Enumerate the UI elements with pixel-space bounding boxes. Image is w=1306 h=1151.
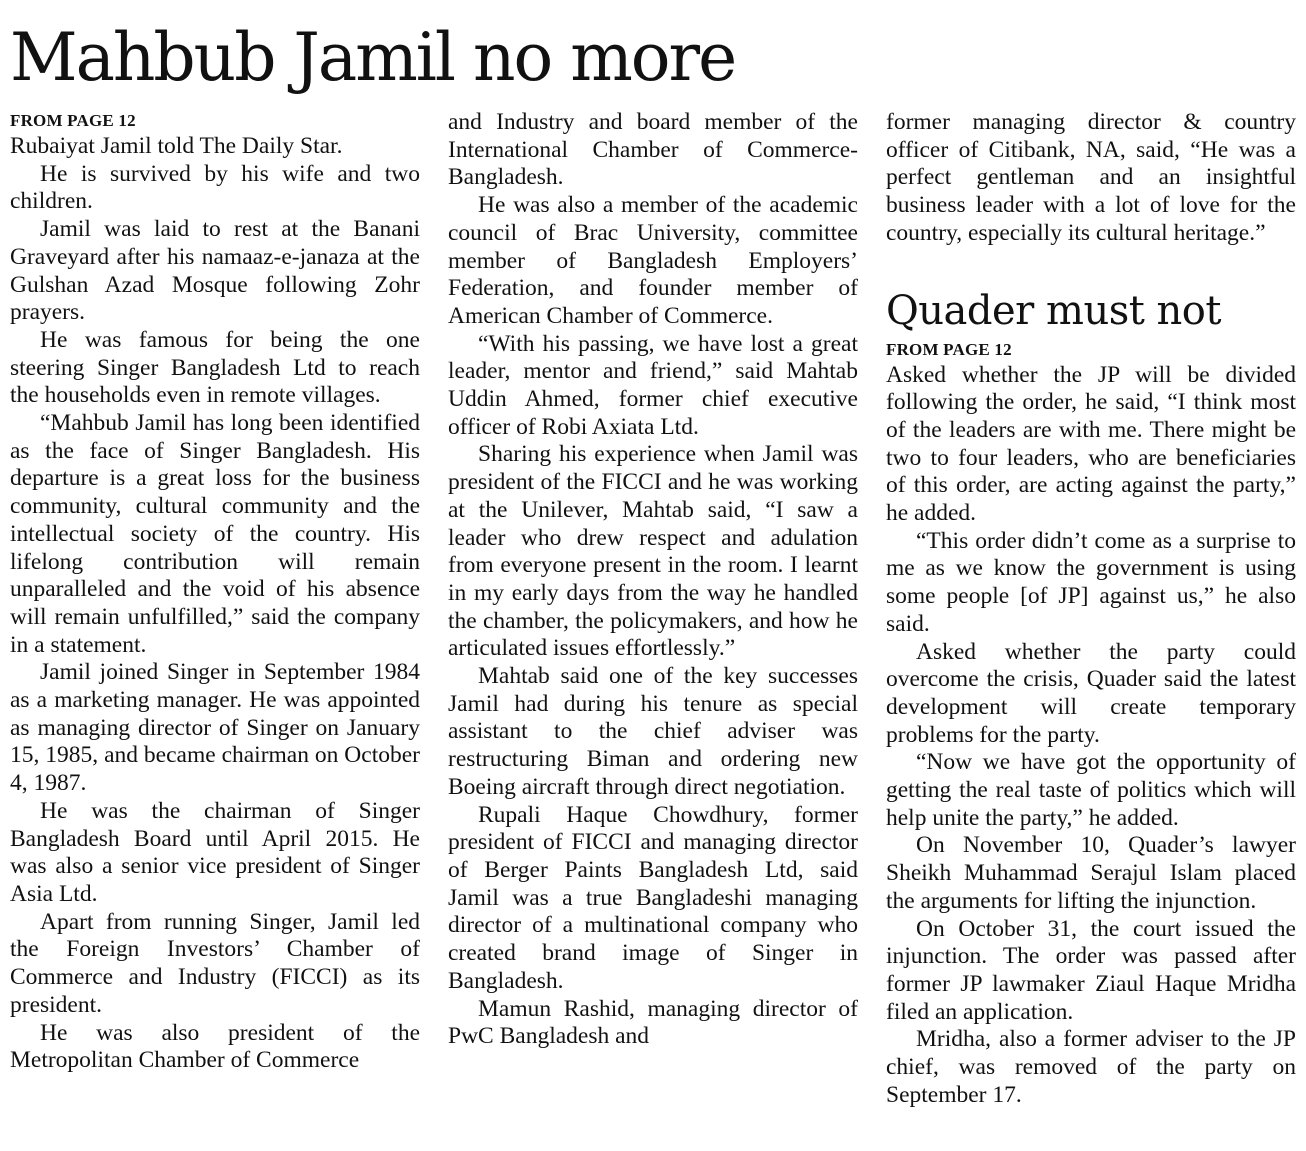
paragraph: Asked whether the party could overcome the crisis, Quader said the latest development will create temporary problems for the party. [886, 638, 1296, 748]
paragraph: He was famous for being the one steering Singer Bangladesh Ltd to reach the households even in remote villages. [10, 326, 420, 409]
paragraph: Mridha, also a former adviser to the JP chief, was removed of the party on September 17. [886, 1026, 1296, 1108]
paragraph: Asked whether the JP will be divided following the order, he said, “I think most of the leaders are with me. There might be two to four leaders, who are beneficiaries of this order, are acting against the party,” he added. [886, 361, 1296, 527]
column-1 [10, 109, 420, 1075]
paragraph: Jamil joined Singer in September 1984 as a marketing manager. He was appointed as managing director of Singer on January 15, 1985, and became chairman on October 4, 1987. [10, 659, 420, 797]
headline: Mahbub Jamil no more [10, 19, 736, 96]
paragraph: Apart from running Singer, Jamil led the Foreign Investors’ Chamber of Commerce and Industry (FICCI) as its president. [10, 908, 420, 1018]
paragraph: “This order didn’t come as a surprise to me as we know the government is using some people [of JP] against us,” he also said. [886, 527, 1296, 637]
paragraph: Rupali Haque Chowdhury, former president of FICCI and managing director of Berger Paints Bangladesh Ltd, said Jamil was a true Bangladeshi managing director of a multinational company who created brand image of Singer in Bangladesh. [448, 801, 858, 994]
paragraph: He was also president of the Metropolitan Chamber of Commerce [10, 1019, 420, 1074]
paragraph: “Now we have got the opportunity of getting the real taste of politics which will help unite the party,” he added. [886, 749, 1296, 831]
paragraph: He is survived by his wife and two children. [10, 160, 420, 215]
paragraph: and Industry and board member of the International Chamber of Commerce-Bangladesh. [448, 109, 858, 191]
paragraph: Rubaiyat Jamil told The Daily Star. [10, 133, 343, 159]
paragraph: He was also a member of the academic council of Brac University, committee member of Bangladesh Employers’ Federation, and founder member of American Chamber of Commerce. [448, 192, 858, 329]
jump-line: FROM PAGE 12 [886, 339, 1012, 359]
paragraph: Mahtab said one of the key successes Jamil had during his tenure as special assistant to the chief adviser was restructuring Biman and ordering new Boeing aircraft through direct negotiation. [448, 663, 858, 800]
paragraph: former managing director & country officer of Citibank, NA, said, “He was a perfect gentleman and an insightful business leader with a lot of love for the country, especially its cultural heritage.” [886, 109, 1296, 246]
paragraph: “With his passing, we have lost a great leader, mentor and friend,” said Mahtab Uddin Ahmed, former chief executive officer of Robi Axiata Ltd. [448, 330, 858, 440]
jump-line: FROM PAGE 12 [10, 111, 136, 130]
paragraph: Sharing his experience when Jamil was president of the FICCI and he was working at the Unilever, Mahtab said, “I saw a leader who drew respect and adulation from everyone present in the room. I learnt in my early days from the way he handled the chamber, the policymakers, and how he articulated issues effortlessly.” [448, 441, 858, 662]
column-2 [448, 109, 858, 1051]
paragraph: On November 10, Quader’s lawyer Sheikh Muhammad Serajul Islam placed the arguments for lifting the injunction. [886, 832, 1296, 914]
paragraph: He was the chairman of Singer Bangladesh Board until April 2015. He was also a senior vice president of Singer Asia Ltd. [10, 797, 420, 907]
paragraph: Mamun Rashid, managing director of PwC Bangladesh and [448, 995, 858, 1050]
paragraph: “Mahbub Jamil has long been identified as the face of Singer Bangladesh. His departure is a great loss for the business community, cultural community and the intellectual society of the country. His lifelong contribution will remain unparalleled and the void of his absence will remain unfulfilled,” said the company in a statement. [10, 410, 420, 658]
second-headline: Quader must not [886, 287, 1221, 334]
column-3 [886, 109, 1296, 1110]
paragraph: On October 31, the court issued the injunction. The order was passed after former JP lawmaker Ziaul Haque Mridha filed an application. [886, 915, 1296, 1025]
paragraph: Jamil was laid to rest at the Banani Graveyard after his namaaz-e-janaza at the Gulshan Azad Mosque following Zohr prayers. [10, 216, 420, 326]
